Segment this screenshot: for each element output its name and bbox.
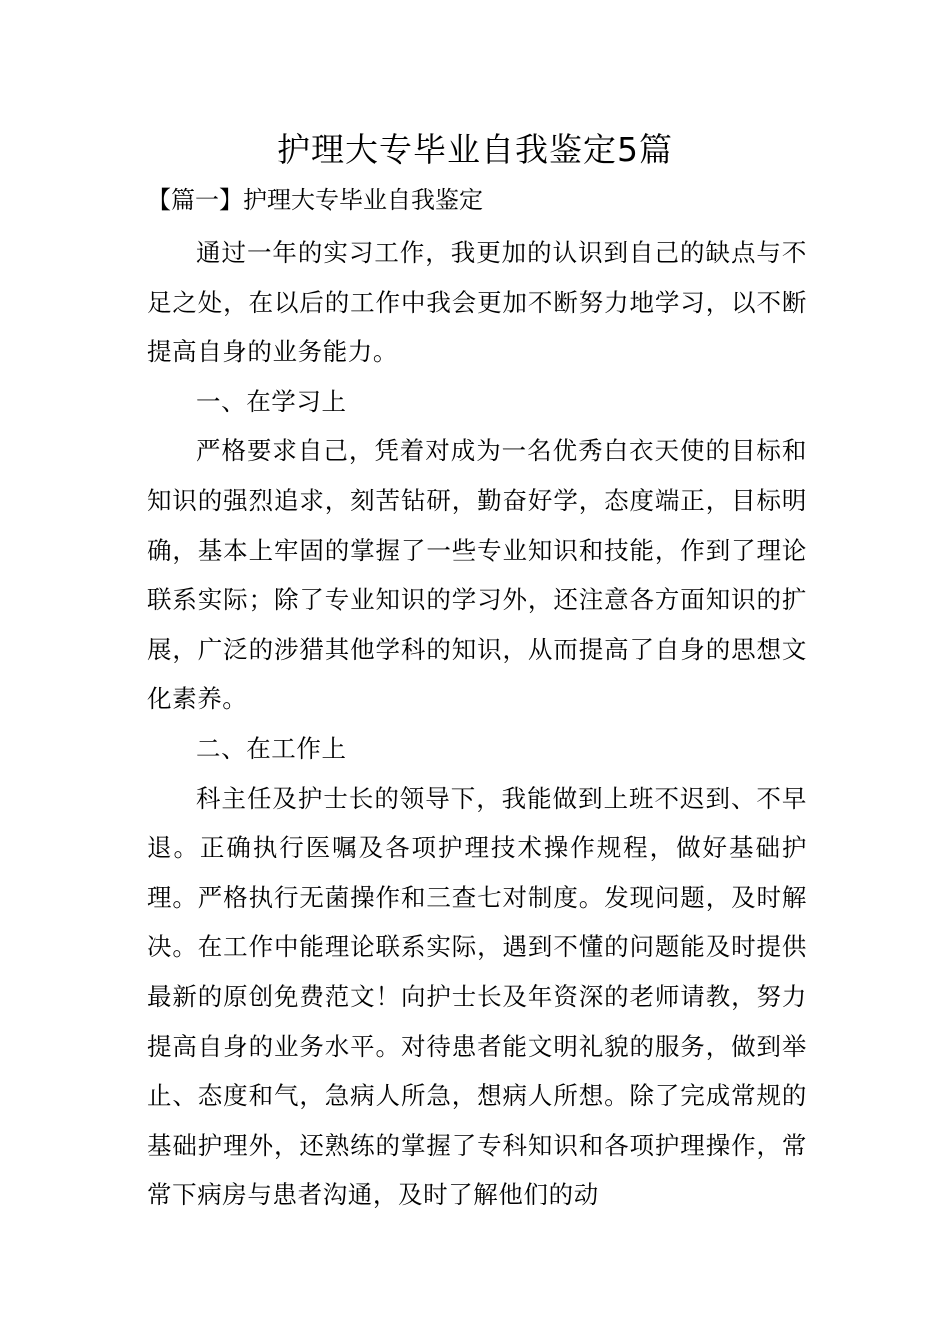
study-paragraph: 严格要求自己，凭着对成为一名优秀白衣天使的目标和知识的强烈追求，刻苦钻研，勤奋好学，态度端正，目标明确，基本上牢固的掌握了一些专业知识和技能，作到了理论联系实际；除了专业知识的学习外，还注意各方面知识的扩展，广泛的涉猎其他学科的知识，从而提高了自身的思想文化素养。 xyxy=(147,436,807,714)
work-heading: 二、在工作上 xyxy=(196,733,347,763)
document-body xyxy=(147,228,807,1220)
intro-paragraph: 通过一年的实习工作，我更加的认识到自己的缺点与不足之处，在以后的工作中我会更加不断努力地学习，以不断提高自身的业务能力。 xyxy=(147,238,807,367)
work-paragraph: 科主任及护士长的领导下，我能做到上班不迟到、不早退。正确执行医嘱及各项护理技术操作规程，做好基础护理。严格执行无菌操作和三查七对制度。发现问题，及时解决。在工作中能理论联系实际，遇到不懂的问题能及时提供最新的原创免费范文！向护士长及年资深的老师请教，努力提高自身的业务水平。对待患者能文明礼貌的服务，做到举止、态度和气，急病人所急，想病人所想。除了完成常规的基础护理外，还熟练的掌握了专科知识和各项护理操作，常常下病房与患者沟通，及时了解他们的动 xyxy=(147,783,807,1210)
section-title: 【篇一】护理大专毕业自我鉴定 xyxy=(147,186,483,214)
study-heading: 一、在学习上 xyxy=(196,386,347,416)
document-title: 护理大专毕业自我鉴定5篇 xyxy=(277,130,673,169)
